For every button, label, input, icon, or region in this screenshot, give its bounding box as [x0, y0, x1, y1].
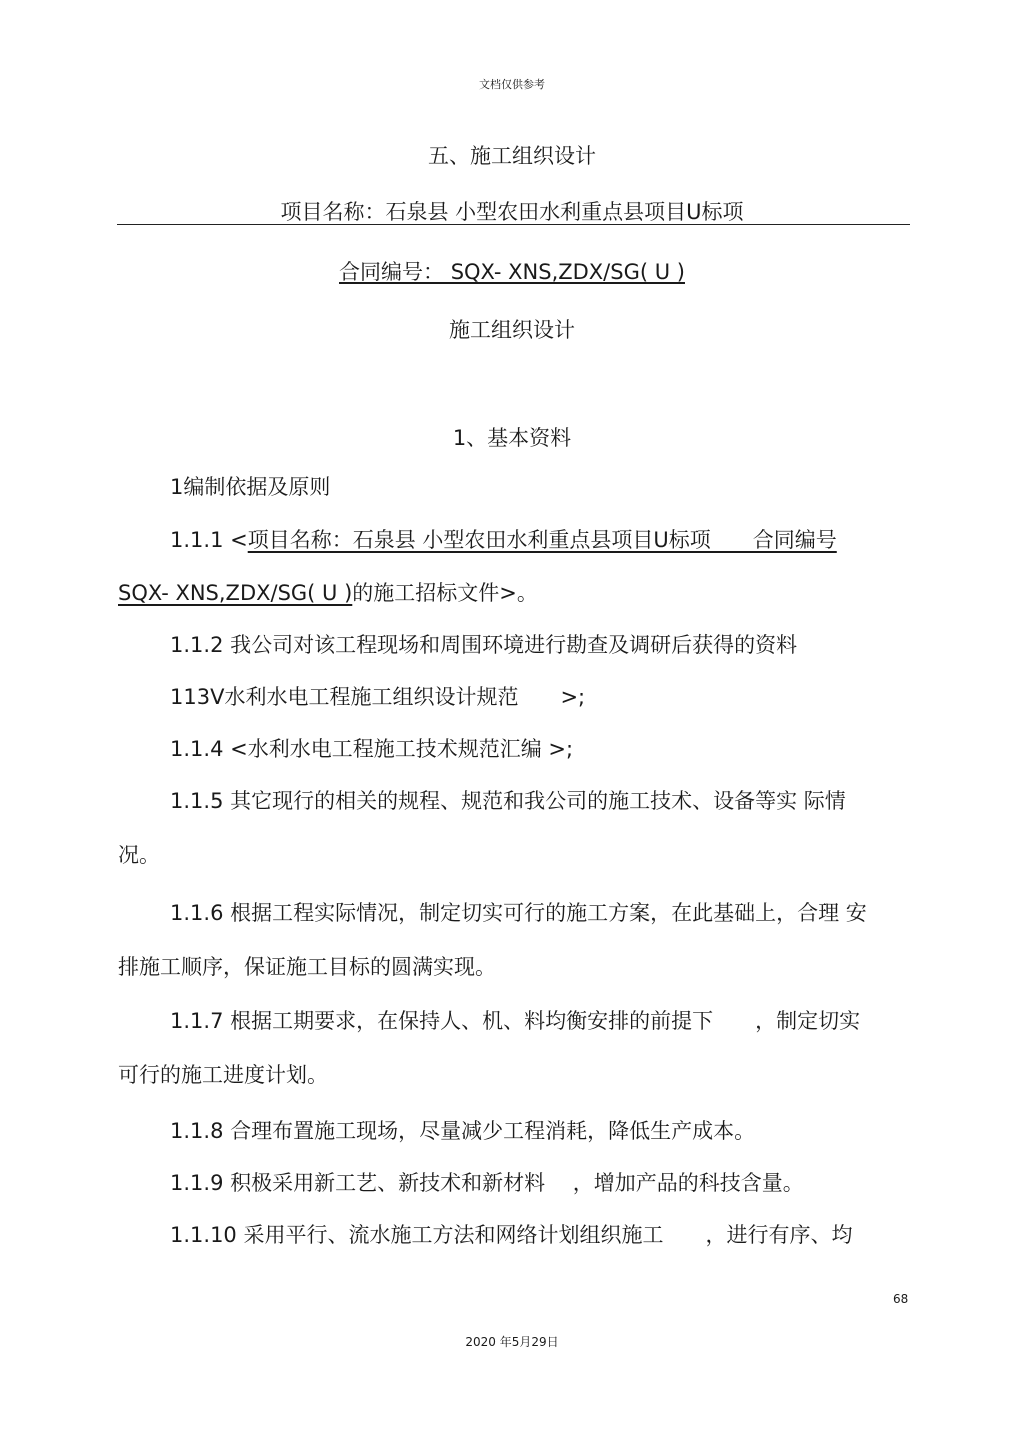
- paragraph-1-1-1: 1.1.1 <项目名称：石泉县 小型农田水利重点县项目U标项 合同编号: [170, 528, 837, 552]
- footer-date: 2020 年5月29日: [465, 1335, 559, 1349]
- contract-number-line: 合同编号： SQX- XNS,ZDX/SG( U ): [339, 260, 685, 284]
- page-number: 68: [893, 1292, 909, 1306]
- title-divider: [117, 224, 910, 225]
- paragraph-1-1-5-cont: 况。: [118, 843, 160, 867]
- paragraph-1-1-6: 1.1.6 根据工程实际情况，制定切实可行的施工方案，在此基础上，合理 安: [170, 901, 867, 925]
- main-title: 五、施工组织设计: [428, 144, 596, 168]
- paragraph-1-1-5: 1.1.5 其它现行的相关的规程、规范和我公司的施工技术、设备等实 际情: [170, 789, 846, 813]
- subtitle: 施工组织设计: [449, 318, 575, 342]
- paragraph-1-1-1-cont: SQX- XNS,ZDX/SG( U )的施工招标文件>。: [118, 581, 538, 605]
- paragraph-1-1-3: 113V水利水电工程施工组织设计规范 >;: [170, 685, 586, 709]
- paragraph-1-1-4: 1.1.4 <水利水电工程施工技术规范汇编 >;: [170, 737, 574, 761]
- project-name-line: 项目名称：石泉县 小型农田水利重点县项目U标项: [280, 200, 744, 224]
- paragraph-1-1-6-cont: 排施工顺序，保证施工目标的圆满实现。: [118, 955, 496, 979]
- paragraph-1: 1编制依据及原则: [170, 475, 331, 499]
- paragraph-1-1-9: 1.1.9 积极采用新工艺、新技术和新材料 ，增加产品的科技含量。: [170, 1171, 804, 1195]
- paragraph-1-1-7: 1.1.7 根据工期要求，在保持人、机、料均衡安排的前提下 ，制定切实: [170, 1009, 861, 1033]
- paragraph-1-1-2: 1.1.2 我公司对该工程现场和周围环境进行勘查及调研后获得的资料: [170, 633, 798, 657]
- page-header: 文档仅供参考: [479, 78, 545, 91]
- section-heading: 1、基本资料: [452, 426, 572, 450]
- paragraph-1-1-8: 1.1.8 合理布置施工现场，尽量减少工程消耗，降低生产成本。: [170, 1119, 756, 1143]
- paragraph-1-1-7-cont: 可行的施工进度计划。: [118, 1063, 328, 1087]
- paragraph-1-1-10: 1.1.10 采用平行、流水施工方法和网络计划组织施工 ，进行有序、均: [170, 1223, 853, 1247]
